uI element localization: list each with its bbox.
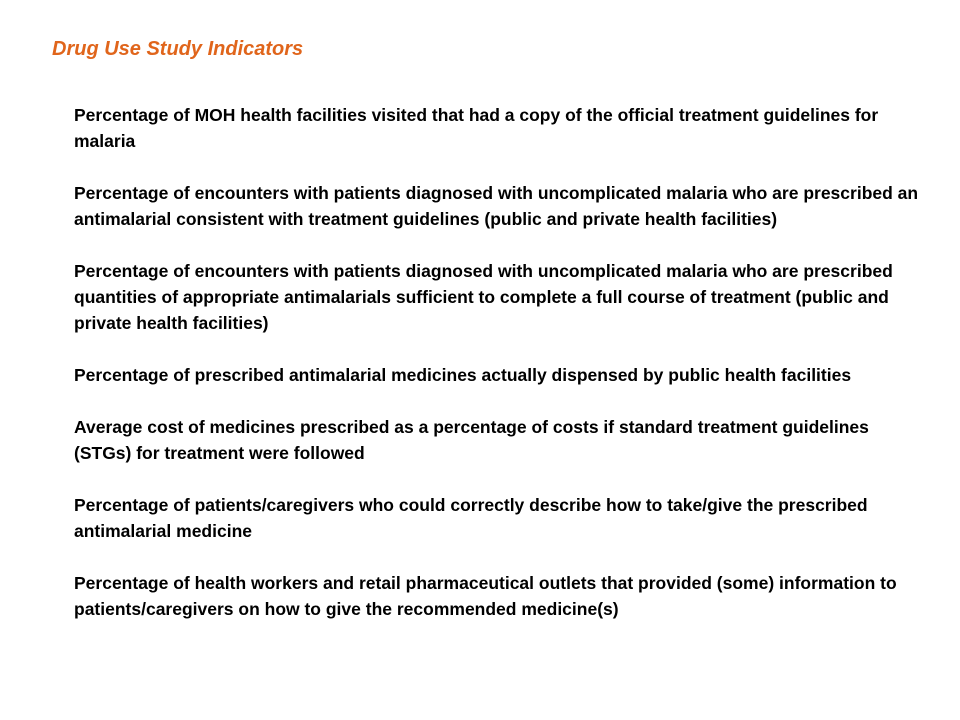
indicator-item: Percentage of patients/caregivers who could correctly describe how to take/give the prescribed antimalarial medicine <box>74 495 868 541</box>
indicator-item: Percentage of health workers and retail pharmaceutical outlets that provided (some) information to patients/caregivers on how to give the recommended medicine(s) <box>74 573 897 619</box>
indicator-item: Percentage of encounters with patients diagnosed with uncomplicated malaria who are prescribed quantities of appropriate antimalarials sufficient to complete a full course of treatment (public and private health facilities) <box>74 261 893 333</box>
indicator-item: Average cost of medicines prescribed as a percentage of costs if standard treatment guidelines (STGs) for treatment were followed <box>74 417 869 463</box>
indicator-item: Percentage of prescribed antimalarial medicines actually dispensed by public health facilities <box>74 365 852 385</box>
slide-title: Drug Use Study Indicators <box>52 38 304 60</box>
indicator-item: Percentage of MOH health facilities visited that had a copy of the official treatment guidelines for malaria <box>74 105 879 151</box>
indicator-item: Percentage of encounters with patients diagnosed with uncomplicated malaria who are prescribed an antimalarial consistent with treatment guidelines (public and private health facilities) <box>74 183 919 229</box>
indicator-list <box>74 102 924 622</box>
